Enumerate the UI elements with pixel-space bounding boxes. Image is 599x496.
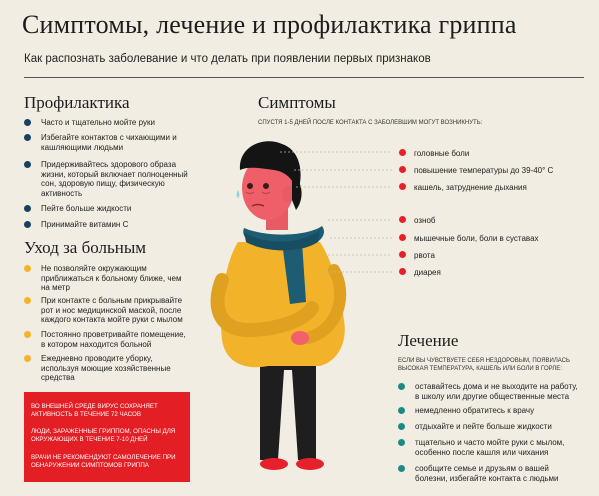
prevention-list (24, 118, 194, 232)
prevention-item: Пейте больше жидкости (24, 204, 194, 220)
bullet-icon (399, 166, 406, 173)
treatment-item: отдыхайте и пейте больше жидкости (398, 422, 583, 438)
bullet-icon (24, 161, 31, 168)
symptom-item: рвота (414, 251, 435, 260)
warning-box (24, 392, 190, 482)
treatment-heading: Лечение (398, 331, 459, 350)
care-item: Ежедневно проводите уборку, используя моющие хозяйственные средства (24, 354, 190, 374)
bullet-icon (398, 423, 405, 430)
bullet-icon (399, 251, 406, 258)
care-list (24, 264, 190, 382)
bullet-icon (398, 407, 405, 414)
bullet-icon (24, 355, 31, 362)
page-title: Симптомы, лечение и профилактика гриппа (22, 10, 517, 39)
prevention-item: Часто и тщательно мойте руки (24, 118, 194, 133)
page-subtitle: Как распознать заболевание и что делать при появлении первых признаков (24, 53, 431, 65)
warning-text: ЛЮДИ, ЗАРАЖЕННЫЕ ГРИППОМ, ОПАСНЫ ДЛЯ ОКРУЖАЮЩИХ В ТЕЧЕНИЕ 7-10 ДНЕЙ (31, 428, 176, 443)
bullet-icon (399, 234, 406, 241)
prevention-heading: Профилактика (24, 93, 130, 112)
prevention-item: Принимайте витамин С (24, 220, 194, 232)
symptom-item: озноб (414, 216, 435, 225)
symptom-item: диарея (414, 268, 441, 277)
bullet-icon (399, 216, 406, 223)
care-item: Не позволяйте окружающим приближаться к больному ближе, чем на метр (24, 264, 190, 296)
symptom-item: мышечные боли, боли в суставах (414, 234, 539, 243)
symptom-item: головные боли (414, 149, 469, 158)
treatment-item: немедленно обратитесь к врачу (398, 406, 583, 422)
treatment-item: оставайтесь дома и не выходите на работу, в школу или другие общественные места (398, 382, 583, 406)
symptom-item: повышение температуры до 39-40° С (414, 166, 553, 175)
prevention-item: Придерживайтесь здорового образа жизни, который включает полноценный сон, здоровую пищу, физическую активность (24, 160, 194, 204)
bullet-icon (24, 297, 31, 304)
care-item: При контакте с больным прикрывайте рот и нос медицинской маской, после каждого контакта мойте руки с мылом (24, 296, 190, 330)
bullet-icon (24, 134, 31, 141)
warning-text: ВО ВНЕШНЕЙ СРЕДЕ ВИРУС СОХРАНЯЕТ АКТИВНОСТЬ В ТЕЧЕНИЕ 72 ЧАСОВ (31, 403, 158, 418)
symptoms-heading: Симптомы (258, 93, 336, 112)
bullet-icon (399, 149, 406, 156)
bullet-icon (24, 265, 31, 272)
bullet-icon (398, 439, 405, 446)
bullet-icon (399, 183, 406, 190)
bullet-icon (24, 205, 31, 212)
bullet-icon (398, 383, 405, 390)
symptom-connector-lines (280, 140, 400, 290)
treatment-intro: ЕСЛИ ВЫ ЧУВСТВУЕТЕ СЕБЯ НЕЗДОРОВЫМ, ПОЯВИЛАСЬ ВЫСОКАЯ ТЕМПЕРАТУРА, КАШЕЛЬ ИЛИ БОЛИ В ГОРЛЕ: (398, 358, 570, 372)
treatment-item: сообщите семье и друзьям о вашей болезни, избегайте контакта с людьми (398, 464, 583, 484)
bullet-icon (398, 465, 405, 472)
symptoms-intro: СПУСТЯ 1-5 ДНЕЙ ПОСЛЕ КОНТАКТА С ЗАБОЛЕВШИМ МОГУТ ВОЗНИКНУТЬ: (258, 120, 483, 126)
treatment-item: тщательно и часто мойте руки с мылом, особенно после кашля или чихания (398, 438, 583, 464)
divider (24, 77, 584, 78)
symptom-item: кашель, затруднение дыхания (414, 183, 527, 192)
care-heading: Уход за больным (24, 238, 147, 257)
bullet-icon (399, 268, 406, 275)
treatment-list (398, 382, 583, 484)
prevention-item: Избегайте контактов с чихающими и кашляющими людьми (24, 133, 194, 160)
warning-text: ВРАЧИ НЕ РЕКОМЕНДУЮТ САМОЛЕЧЕНИЕ ПРИ ОБНАРУЖЕНИИ СИМПТОМОВ ГРИППА (31, 454, 176, 469)
bullet-icon (24, 221, 31, 228)
care-item: Постоянно проветривайте помещение, в котором находится больной (24, 330, 190, 354)
bullet-icon (24, 119, 31, 126)
bullet-icon (24, 331, 31, 338)
